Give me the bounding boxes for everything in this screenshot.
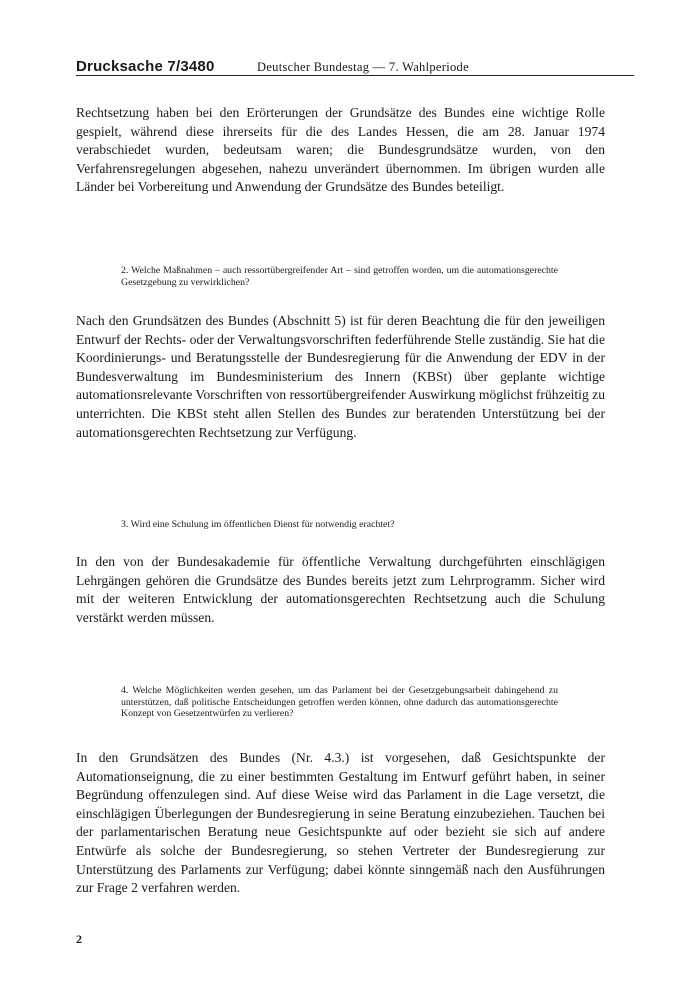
header-rule (76, 75, 634, 76)
parliament-title: Deutscher Bundestag — 7. Wahlperiode (257, 60, 469, 74)
document-number: Drucksache 7/3480 (76, 58, 215, 75)
intro-paragraph: Rechtsetzung haben bei den Erörterungen der Grundsätze des Bundes eine wichtige Rolle gespielt, während diese ihrerseits für die des Landes Hessen, die am 28. Januar 1974 verabschiedet wurden, bedeutsam waren; die Bundesgrundsätze wurden, von den Verfahrensregelungen abgesehen, nahezu unverändert übernommen. Im übrigen wurden alle Länder bei Vorbereitung und Anwendung der Grundsätze des Bundes beteiligt. (76, 105, 605, 195)
answer-4: In den Grundsätzen des Bundes (Nr. 4.3.) ist vorgesehen, daß Gesichtspunkte der Automationseignung, die zu einer bestimmten Gestaltung im Entwurf geführt haben, in seiner Begründung offenzulegen sind. Auf diese Weise wird das Parlament in die Lage versetzt, die einschlägigen Überlegungen der Bundesregierung in seine Beratung einzubeziehen. Tauchen bei der parlamentarischen Beratung neue Gesichtspunkte auf oder bezieht sie sich auf andere Entwürfe als solche der Bundesregierung, so stehen Vertreter der Bundesregierung zur Unterstützung des Parlaments zur Verfügung; dabei könnte sinngemäß nach den Ausführungen zur Frage 2 verfahren werden. (76, 750, 605, 896)
answer-3: In den von der Bundesakademie für öffentliche Verwaltung durchgeführten einschlägigen Lehrgängen gehören die Grundsätze des Bundes bereits jetzt zum Lehrprogramm. Sicher wird mit der weiteren Entwicklung der automationsgerechten Rechtsetzung auch die Schulung verstärkt werden müssen. (76, 554, 605, 625)
question-3: 3. Wird eine Schulung im öffentlichen Dienst für notwendig erachtet? (121, 519, 395, 530)
page-number: 2 (76, 932, 82, 946)
page-header (76, 58, 634, 78)
answer-2: Nach den Grundsätzen des Bundes (Abschnitt 5) ist für deren Beachtung die für den jeweiligen Entwurf der Rechts- oder der Verwaltungsvorschriften federführende Stelle zuständig. Sie hat die Koordinierungs- und Beratungsstelle der Bundesregierung für die Anwendung der EDV in der Bundesverwaltung im Bundesministerium des Innern (KBSt) über geplante wichtige automationsrelevante Vorschriften von ressortübergreifender Auswirkung möglichst frühzeitig zu unterrichten. Die KBSt steht allen Stellen des Bundes zur beratenden Unterstützung bei der automationsgerechten Rechtsetzung zur Verfügung. (76, 313, 605, 440)
question-2: 2. Welche Maßnahmen – auch ressortübergreifender Art – sind getroffen worden, um die automationsgerechte Gesetzgebung zu verwirklichen? (121, 265, 558, 288)
question-4: 4. Welche Möglichkeiten werden gesehen, um das Parlament bei der Gesetzgebungsarbeit dahingehend zu unterstützen, daß politische Entscheidungen getroffen werden können, ohne dadurch das automationsgerechte Konzept von Gesetzentwürfen zu verlieren? (121, 685, 558, 720)
